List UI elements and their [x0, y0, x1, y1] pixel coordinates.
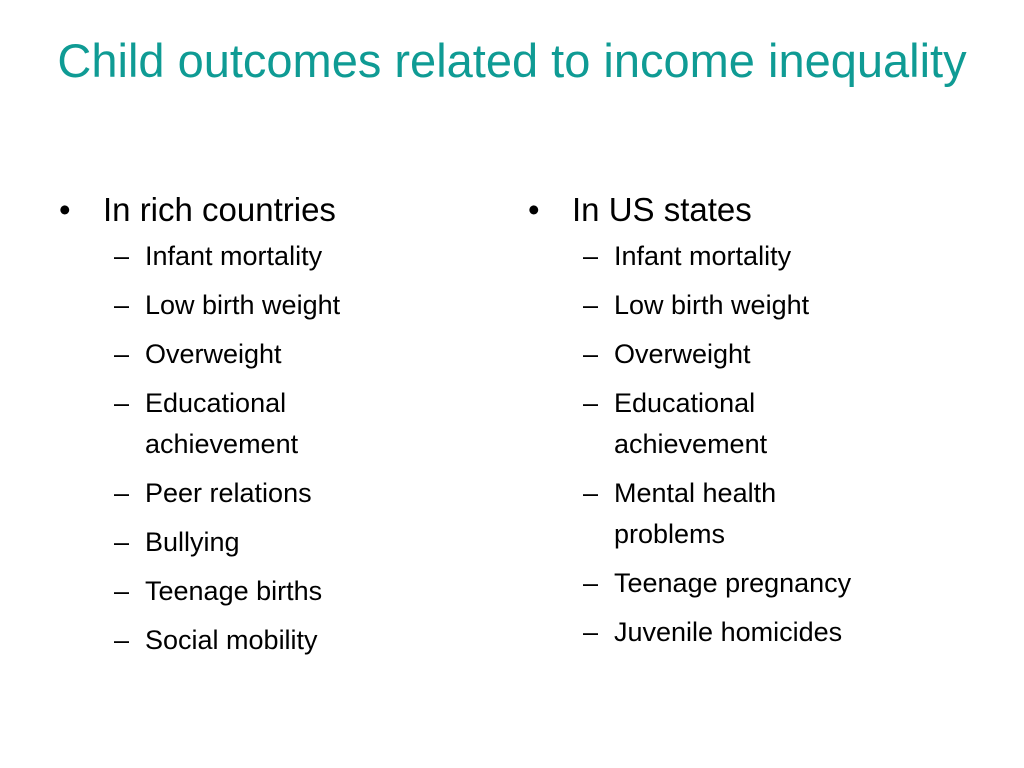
slide-title: Child outcomes related to income inequality [57, 34, 967, 87]
bullet-icon: • [59, 191, 71, 228]
list-item: – Educational achievement [583, 383, 966, 465]
list-item: – Infant mortality [114, 236, 497, 277]
list-item: – Peer relations [114, 473, 497, 514]
dash-icon: – [583, 290, 599, 320]
dash-icon: – [114, 576, 130, 606]
list-item: – Overweight [114, 334, 497, 375]
list-item: – Low birth weight [114, 285, 497, 326]
list-item: – Social mobility [114, 620, 497, 661]
list-item: – Infant mortality [583, 236, 966, 277]
dash-icon: – [114, 241, 130, 271]
dash-icon: – [583, 617, 599, 647]
list-item: – Low birth weight [583, 285, 966, 326]
column-heading: In US states [572, 191, 752, 228]
dash-icon: – [114, 339, 130, 369]
dash-icon: – [583, 339, 599, 369]
dash-icon: – [114, 388, 130, 418]
sub-list [57, 236, 497, 661]
list-item: – Teenage pregnancy [583, 563, 966, 604]
dash-icon: – [583, 478, 599, 508]
list-item: – Bullying [114, 522, 497, 563]
column-heading: In rich countries [103, 191, 336, 228]
dash-icon: – [583, 388, 599, 418]
bullet-heading [526, 187, 966, 233]
dash-icon: – [114, 527, 130, 557]
column-rich-countries [57, 187, 497, 669]
bullet-heading [57, 187, 497, 233]
list-item: – Teenage births [114, 571, 497, 612]
dash-icon: – [583, 568, 599, 598]
dash-icon: – [114, 290, 130, 320]
list-item: – Mental health problems [583, 473, 966, 555]
column-us-states [526, 187, 966, 661]
sub-list [526, 236, 966, 653]
dash-icon: – [114, 478, 130, 508]
dash-icon: – [114, 625, 130, 655]
list-item: – Juvenile homicides [583, 612, 966, 653]
list-item: – Overweight [583, 334, 966, 375]
dash-icon: – [583, 241, 599, 271]
list-item: – Educational achievement [114, 383, 497, 465]
bullet-icon: • [528, 191, 540, 228]
